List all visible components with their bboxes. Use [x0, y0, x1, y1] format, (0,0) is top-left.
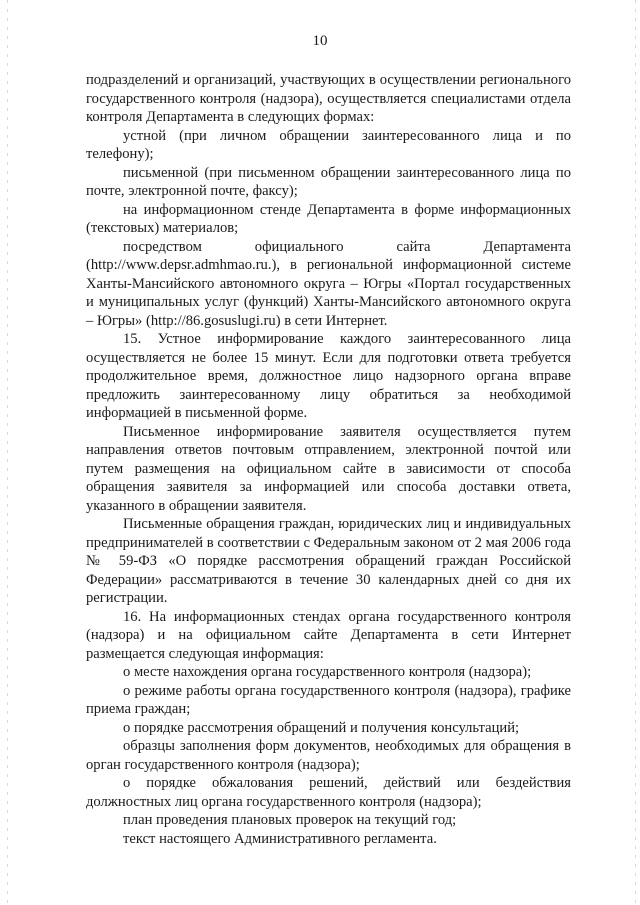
paragraph: письменной (при письменном обращении заинтересованного лица по почте, электронной почте, факсу); — [86, 164, 571, 199]
paragraph: о порядке рассмотрения обращений и получения консультаций; — [123, 719, 520, 736]
paragraph: образцы заполнения форм документов, необходимых для обращения в орган государственного контроля (надзора); — [86, 738, 571, 773]
scan-edge-right — [635, 0, 636, 905]
document-body — [86, 71, 571, 848]
paragraph: Письменные обращения граждан, юридических лиц и индивидуальных предпринимателей в соответствии с Федеральным законом от 2 мая 2006 года № 59-ФЗ «О порядке рассмотрения обращений граждан Российской Федерации» рассматриваются в течение 30 календарных дней со дня их регистрации. — [86, 516, 571, 606]
paragraph: о режиме работы органа государственного контроля (надзора), графике приема граждан; — [86, 682, 571, 717]
paragraph: план проведения плановых проверок на текущий год; — [123, 812, 457, 828]
page-number: 10 — [312, 33, 328, 49]
paragraph: на информационном стенде Департамента в форме информационных (текстовых) материалов; — [86, 201, 571, 236]
paragraph: 15. Устное информирование каждого заинтересованного лица осуществляется не более 15 минут. Если для подготовки ответа требуется продолжительное время, должностное лицо надзорного органа вправе предложить заинтересованному лицу обратиться за необходимой информацией в письменной форме. — [86, 331, 571, 421]
paragraph: Письменное информирование заявителя осуществляется путем направления ответов почтовым отправлением, электронной почтой или путем размещения на официальном сайте в зависимости от способа обращения заявителя за информацией или способа доставки ответа, указанного в обращении заявителя. — [86, 423, 571, 514]
paragraph: устной (при личном обращении заинтересованного лица и по телефону); — [86, 127, 571, 162]
paragraph: посредством официального сайта Департамента (http://www.depsr.admhmao.ru.), в региональной информационной системе Ханты-Мансийского автономного округа – Югры «Портал государственных и муниципальных услуг (функций) Ханты-Мансийского автономного округа – Югры» (http://86.gosuslugi.ru) в сети Интернет. — [86, 238, 571, 329]
paragraph: 16. На информационных стендах органа государственного контроля (надзора) и на официальном сайте Департамента в сети Интернет размещается следующая информация: — [86, 608, 571, 662]
paragraph: текст настоящего Административного регламента. — [123, 830, 437, 847]
paragraph: подразделений и организаций, участвующих в осуществлении регионального государственного контроля (надзора), осуществляется специалистами отдела контроля Департамента в следующих формах: — [86, 72, 571, 125]
paragraph: о месте нахождения органа государственного контроля (надзора); — [123, 664, 532, 680]
paragraph: о порядке обжалования решений, действий или бездействия должностных лиц органа государственного контроля (надзора); — [86, 775, 571, 810]
scan-edge-left — [7, 0, 8, 905]
